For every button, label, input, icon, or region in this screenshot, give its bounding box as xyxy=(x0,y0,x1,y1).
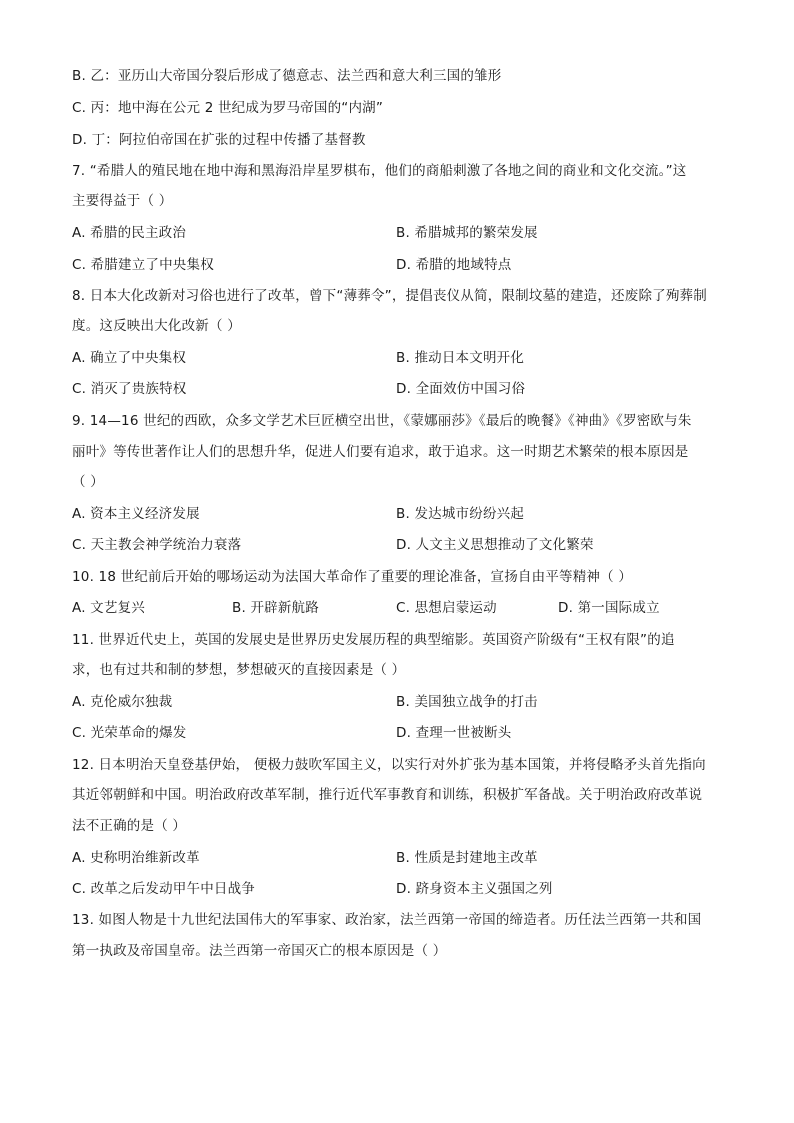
q13-stem-line1: 13. 如图人物是十九世纪法国伟大的军事家、政治家，法兰西第一帝国的缔造者。历任法兰西第一共和国 xyxy=(72,912,702,928)
q6-option-d: D. 丁：阿拉伯帝国在扩张的过程中传播了基督教 xyxy=(72,132,366,148)
q11-stem-line1: 11. 世界近代史上，英国的发展史是世界历史发展历程的典型缩影。英国资产阶级有“王权有限”的追 xyxy=(72,632,675,648)
q8-stem-line1: 8. 日本大化改新对习俗也进行了改革，曾下“薄葬令”，提倡丧仪从简，限制坟墓的建造，还废除了殉葬制 xyxy=(72,288,707,304)
q12-stem-line3: 法不正确的是（ ） xyxy=(72,818,187,834)
q10-option-d: D. 第一国际成立 xyxy=(558,600,660,616)
q7-stem-line1: 7. “希腊人的殖民地在地中海和黑海沿岸星罗棋布，他们的商船刺激了各地之间的商业和文化交流。”这 xyxy=(72,163,687,179)
q9-option-d: D. 人文主义思想推动了文化繁荣 xyxy=(396,537,594,553)
q9-stem-line3: （ ） xyxy=(72,474,104,490)
q11-option-c: C. 光荣革命的爆发 xyxy=(72,725,187,741)
q6-option-c: C. 丙：地中海在公元 2 世纪成为罗马帝国的“内湖” xyxy=(72,100,384,116)
q10-stem: 10. 18 世纪前后开始的哪场运动为法国大革命作了重要的理论准备，宣扬自由平等精神（ ） xyxy=(72,569,633,585)
q7-stem-line2: 主要得益于（ ） xyxy=(72,193,173,209)
q10-option-a: A. 文艺复兴 xyxy=(72,600,145,616)
q11-stem-line2: 求，也有过共和制的梦想，梦想破灭的直接因素是（ ） xyxy=(72,662,406,678)
q8-stem-line2: 度。这反映出大化改新（ ） xyxy=(72,318,241,334)
q10-option-b: B. 开辟新航路 xyxy=(232,600,319,616)
q11-option-a: A. 克伦威尔独裁 xyxy=(72,694,173,710)
q8-option-d: D. 全面效仿中国习俗 xyxy=(396,381,526,397)
q9-stem-line2: 丽叶》等传世著作让人们的思想升华，促进人们要有追求，敢于追求。这一时期艺术繁荣的根本原因是 xyxy=(72,444,689,460)
q6-option-b: B. 乙：亚历山大帝国分裂后形成了德意志、法兰西和意大利三国的雏形 xyxy=(72,68,502,84)
q11-option-b: B. 美国独立战争的打击 xyxy=(396,694,538,710)
q9-stem-line1: 9. 14—16 世纪的西欧，众多文学艺术巨匠横空出世，《蒙娜丽莎》《最后的晚餐》《神曲》《罗密欧与朱 xyxy=(72,413,692,429)
q10-option-c: C. 思想启蒙运动 xyxy=(396,600,497,616)
q9-option-b: B. 发达城市纷纷兴起 xyxy=(396,506,525,522)
q7-option-d: D. 希腊的地域特点 xyxy=(396,257,512,273)
q12-option-b: B. 性质是封建地主改革 xyxy=(396,850,538,866)
q11-option-d: D. 查理一世被断头 xyxy=(396,725,512,741)
q12-option-d: D. 跻身资本主义强国之列 xyxy=(396,881,553,897)
q8-option-c: C. 消灭了贵族特权 xyxy=(72,381,187,397)
q13-stem-line2: 第一执政及帝国皇帝。法兰西第一帝国灭亡的根本原因是（ ） xyxy=(72,943,447,959)
q12-option-a: A. 史称明治维新改革 xyxy=(72,850,200,866)
q12-option-c: C. 改革之后发动甲午中日战争 xyxy=(72,881,256,897)
q8-option-b: B. 推动日本文明开化 xyxy=(396,350,525,366)
q7-option-c: C. 希腊建立了中央集权 xyxy=(72,257,214,273)
q7-option-a: A. 希腊的民主政治 xyxy=(72,225,187,241)
q9-option-a: A. 资本主义经济发展 xyxy=(72,506,200,522)
q9-option-c: C. 天主教会神学统治力衰落 xyxy=(72,537,242,553)
q12-stem-line1: 12. 日本明治天皇登基伊始， 便极力鼓吹军国主义，以实行对外扩张为基本国策，并将侵略矛头首先指向 xyxy=(72,757,706,773)
q12-stem-line2: 其近邻朝鲜和中国。明治政府改革军制，推行近代军事教育和训练，积极扩军备战。关于明治政府改革说 xyxy=(72,787,703,803)
q8-option-a: A. 确立了中央集权 xyxy=(72,350,187,366)
q7-option-b: B. 希腊城邦的繁荣发展 xyxy=(396,225,538,241)
